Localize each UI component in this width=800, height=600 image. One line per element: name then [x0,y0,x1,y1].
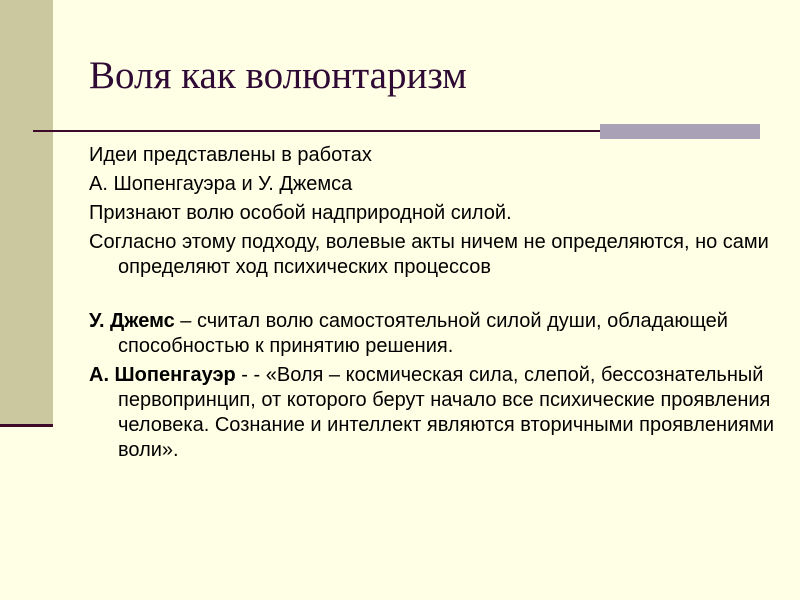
paragraph-works-intro [89,143,779,168]
paragraph-text: Идеи представлены в работах [89,144,372,166]
slide-title: Воля как волюнтаризм [89,54,467,97]
paragraph-text: Признают волю особой надприродной силой. [89,202,512,224]
paragraph-text: А. Шопенгауэра и У. Джемса [89,173,353,195]
author-name-james: У. Джемс [89,310,175,332]
side-decor-underline [0,424,53,427]
paragraph-authors [89,172,779,197]
paragraph-text: – считал волю самостоятельной силой души, обладающей способностью к принятию решения. [118,310,728,357]
title-divider [33,130,600,132]
paragraph-supernatural-force [89,201,779,226]
paragraph-james [89,309,779,359]
paragraph-approach [89,230,779,280]
paragraph-text: Согласно этому подходу, волевые акты ничем не определяются, но сами определяют ход психических процессов [89,231,769,278]
title-accent-block [600,124,760,139]
paragraph-schopenhauer [89,363,779,463]
author-name-schopenhauer: А. Шопенгауэр [89,364,236,386]
paragraph-text: - - «Воля – космическая сила, слепой, бессознательный первопринцип, от которого берут начало все психические проявления человека. Сознание и интеллект являются вторичными проявлениями воли». [118,364,774,461]
slide-body [89,143,779,467]
side-decor-band [0,0,53,427]
